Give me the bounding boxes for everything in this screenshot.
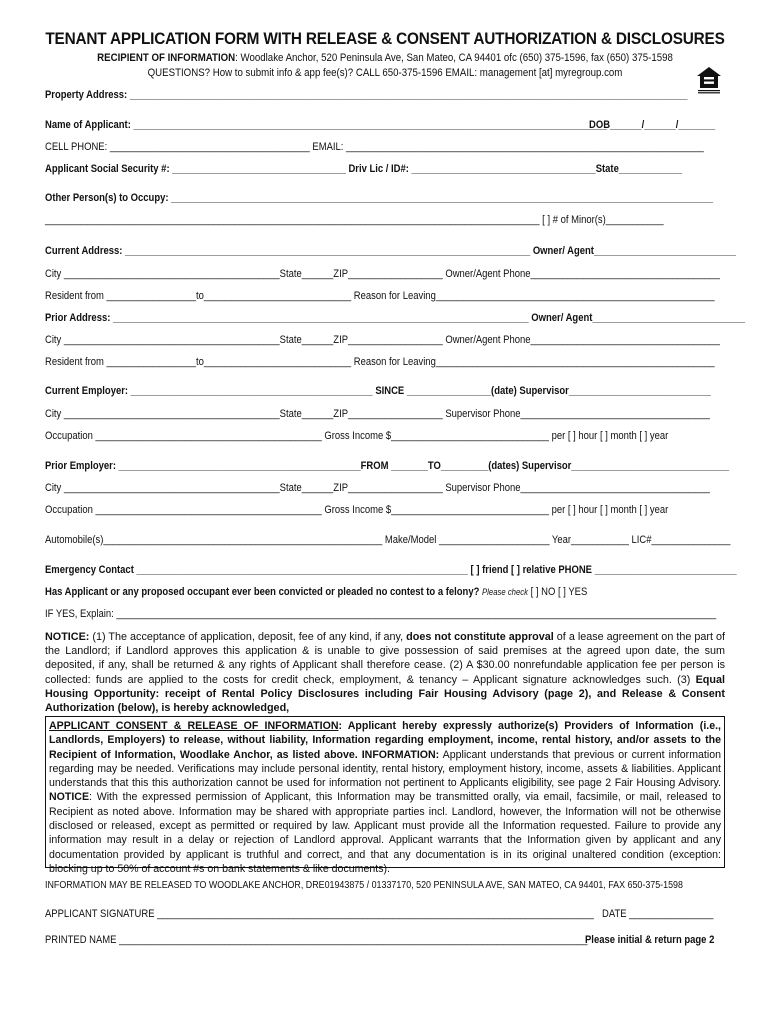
felony-question <box>45 586 630 598</box>
minors-field[interactable]: ______________________________________________________________________________________________ [ ] # of Minor(s)___________ <box>45 214 664 226</box>
recipient-text: : Woodlake Anchor, 520 Peninsula Ave, San Mateo, CA 94401 ofc (650) 375-1596, fax (650) 375-1598 <box>235 52 673 64</box>
current-city-field[interactable]: City _________________________________________State______ZIP__________________ Owner/Agent Phone____________________________________ <box>45 268 720 280</box>
current-employer-city-field[interactable]: City _________________________________________State______ZIP__________________ Supervisor Phone____________________________________ <box>45 408 710 420</box>
current-resident-field[interactable]: Resident from _________________to____________________________ Reason for Leaving_____________________________________________________ <box>45 290 715 302</box>
other-occupants-field[interactable]: Other Person(s) to Occupy: _______________________________________________________________________________________________________ <box>45 192 714 204</box>
dob-field[interactable]: DOB______/______/_______ <box>589 119 716 131</box>
equal-housing-icon <box>696 66 722 94</box>
prior-employer-field[interactable]: Prior Employer: ______________________________________________FROM _______TO_________(dates) Supervisor______________________________ <box>45 460 730 472</box>
current-occupation-field[interactable]: Occupation ___________________________________________ Gross Income $______________________________ per [ ] hour [ ] month [ ] year <box>45 430 669 442</box>
current-address-field[interactable] <box>45 245 737 257</box>
release-line: INFORMATION MAY BE RELEASED TO WOODLAKE ANCHOR, DRE01943875 / 01337170, 520 PENINSULA AVE, SAN MATEO, CA 94401, FAX 650-375-1598 <box>45 880 683 891</box>
emergency-contact-field[interactable]: Emergency Contact _______________________________________________________________ [ ] friend [ ] relative PHONE ___________________________ <box>45 564 737 576</box>
felony-explain-field[interactable]: IF YES, Explain: __________________________________________________________________________________________________________________ <box>45 608 717 620</box>
prior-employer-city-field[interactable]: City _________________________________________State______ZIP__________________ Supervisor Phone____________________________________ <box>45 482 710 494</box>
consent-label: APPLICANT CONSENT & RELEASE OF INFORMATION <box>49 720 339 732</box>
current-employer-field[interactable]: Current Employer: ______________________________________________ SINCE ________________(date) Supervisor___________________________ <box>45 385 711 397</box>
notice-paragraph <box>45 630 725 715</box>
recipient-line <box>46 52 724 64</box>
prior-city-field[interactable]: City _________________________________________State______ZIP__________________ Owner/Agent Phone____________________________________ <box>45 334 720 346</box>
consent-text-1: Applicant understands that previous or current information regarding may be needed. Verifications may include personal identity, rental history, employment history, income, assets & liabilities. Applicant understands that this this authorization cannot be used for information not pertinent to Applicants eligibility, see page 2 Fair Housing Advisory. <box>49 748 721 790</box>
consent-box <box>45 716 725 875</box>
ssn-license-field[interactable]: Applicant Social Security #: _________________________________ Driv Lic / ID#: ___________________________________State____________ <box>45 163 682 175</box>
notice-bold-1: does not constitute approval <box>406 631 554 643</box>
felony-check-hint: Please check <box>482 587 529 597</box>
consent-text-2: : With the expressed permission of Applicant, this Information may be transmitted orally, via email, facsimile, or mail, released to Recipient as noted above. Information may be shared with appropriate parties incl. Landlord, however, the Information will not be otherwise disclosed or released, except as permitted or required by law. Applicant must provide all the Information requested. Failure to provide any information may result in a delay or rejection of Landlord approval. Applicant warrants that the Information given by applicant and any documentation provided by applicant is truthful and correct, and that any documentation is in its original unaltered condition (exception: blocking up to 50% of account #s on bank statements & like documents). <box>49 791 721 875</box>
consent-notice-label: NOTICE <box>49 791 90 804</box>
notice-text-1: (1) The acceptance of application, deposit, fee of any kind, if any, <box>89 631 407 643</box>
notice-bold-2: Equal Housing Opportunity: receipt of Rental Policy Disclosures including Fair Housing Advisory (page 2), and Release & Consent Authorization (below), is hereby acknowledged, <box>45 673 725 715</box>
signature-field[interactable]: APPLICANT SIGNATURE ___________________________________________________________________________________ <box>45 908 594 920</box>
prior-resident-field[interactable]: Resident from _________________to____________________________ Reason for Leaving_____________________________________________________ <box>45 356 715 368</box>
property-address-field[interactable]: Property Address: __________________________________________________________________________________________________________ <box>45 89 688 101</box>
current-address-text: Current Address: _____________________________________________________________________________ Owner/ Agent___________________________ <box>45 245 737 257</box>
consent-bold-text: : Applicant hereby expressly authorize(s) Providers of Information (i.e., Landlords, Employers) to release, without liability, Information regarding employment, income, rental history, and/or assets to the Recipient of Information, Woodlake Anchor, as listed above. INFORMATION: <box>49 720 721 761</box>
notice-text-2: of a lease agreement on the part of the Landlord; if Landlord approves this application & is unable to give possession of said premises at the agreed upon date, the sum deposited, if any, shall be returned & any rights of Applicant shall therefore cease. (2) A $30.00 nonrefundable application fee per person is collected: funds are applied to the costs for credit check, employment, & tenancy – Applicant signature acknowledges such. (3) <box>45 631 725 686</box>
questions-line: QUESTIONS? How to submit info & app fee(s)? CALL 650-375-1596 EMAIL: management [at] myregroup.com <box>147 67 623 79</box>
felony-options[interactable]: [ ] NO [ ] YES <box>528 586 588 598</box>
notice-label: NOTICE: <box>45 631 90 643</box>
prior-address-field[interactable]: Prior Address: _______________________________________________________________________________ Owner/ Agent_____________________________ <box>45 312 745 324</box>
felony-question-text: Has Applicant or any proposed occupant ever been convicted or pleaded no contest to a felony? <box>45 586 480 598</box>
applicant-name-field[interactable]: Name of Applicant: __________________________________________________________________________________________ <box>45 119 607 131</box>
recipient-label: RECIPIENT OF INFORMATION <box>97 52 236 64</box>
date-field[interactable]: DATE ________________ <box>602 908 714 920</box>
prior-occupation-field[interactable]: Occupation ___________________________________________ Gross Income $______________________________ per [ ] hour [ ] month [ ] year <box>45 504 669 516</box>
printed-name-field[interactable]: PRINTED NAME _________________________________________________________________________________________ <box>45 934 588 946</box>
automobile-field[interactable]: Automobile(s)_____________________________________________________ Make/Model _____________________ Year___________ LIC#_______________ <box>45 534 731 546</box>
initial-note: Please initial & return page 2 <box>585 934 715 946</box>
cell-email-field[interactable]: CELL PHONE: ______________________________________ EMAIL: ____________________________________________________________________ <box>45 141 704 153</box>
form-title: TENANT APPLICATION FORM WITH RELEASE & CONSENT AUTHORIZATION & DISCLOSURES <box>45 30 725 48</box>
